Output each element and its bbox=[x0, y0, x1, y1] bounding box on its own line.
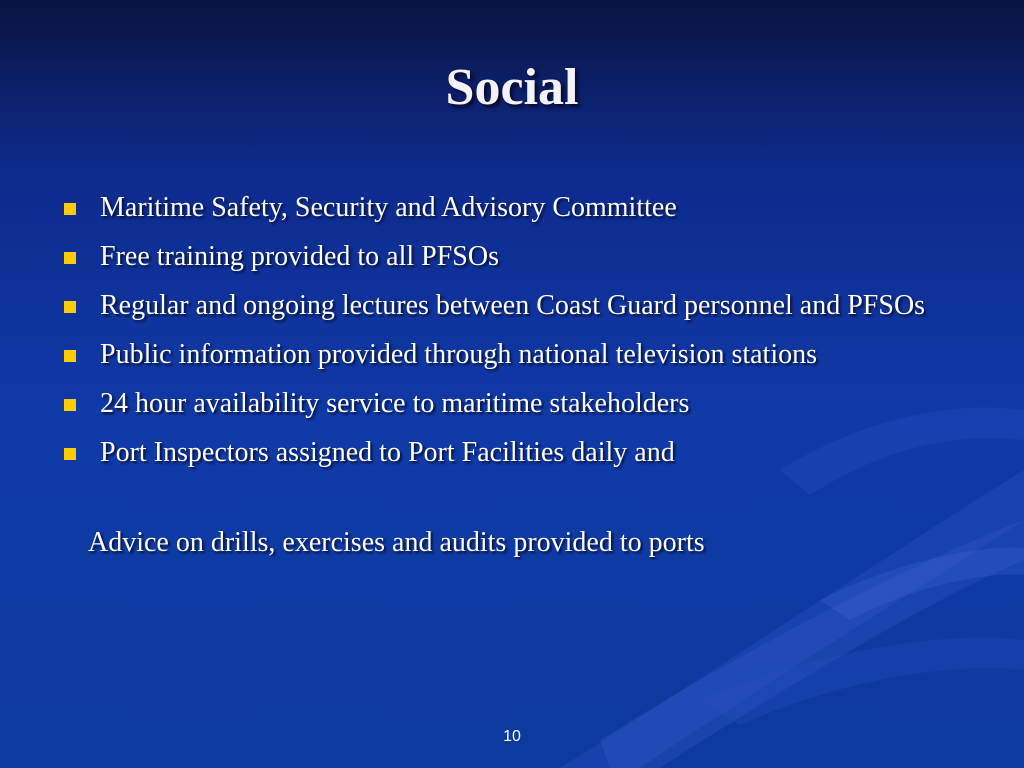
square-bullet-icon bbox=[64, 203, 76, 215]
bullet-text: Port Inspectors assigned to Port Facilities daily and bbox=[100, 437, 675, 468]
bullet-text: Regular and ongoing lectures between Coast Guard personnel and PFSOs bbox=[100, 290, 926, 321]
bullet-item bbox=[62, 433, 962, 473]
bullet-text: 24 hour availability service to maritime stakeholders bbox=[100, 388, 690, 419]
bullet-item bbox=[62, 286, 962, 326]
continuation-text: Advice on drills, exercises and audits provided to ports bbox=[88, 527, 705, 558]
bullet-item bbox=[62, 237, 962, 277]
square-bullet-icon bbox=[64, 399, 76, 411]
page-number: 10 bbox=[503, 728, 521, 745]
square-bullet-icon bbox=[64, 350, 76, 362]
bullet-item bbox=[62, 188, 962, 228]
bullet-item bbox=[62, 335, 962, 375]
bullet-list bbox=[62, 188, 962, 482]
square-bullet-icon bbox=[64, 252, 76, 264]
bullet-text: Public information provided through national television stations bbox=[100, 339, 818, 370]
bullet-item bbox=[62, 384, 962, 424]
bullet-text: Maritime Safety, Security and Advisory Committee bbox=[100, 192, 677, 223]
square-bullet-icon bbox=[64, 448, 76, 460]
slide-title: Social bbox=[445, 59, 579, 116]
square-bullet-icon bbox=[64, 301, 76, 313]
bullet-text: Free training provided to all PFSOs bbox=[100, 241, 499, 272]
